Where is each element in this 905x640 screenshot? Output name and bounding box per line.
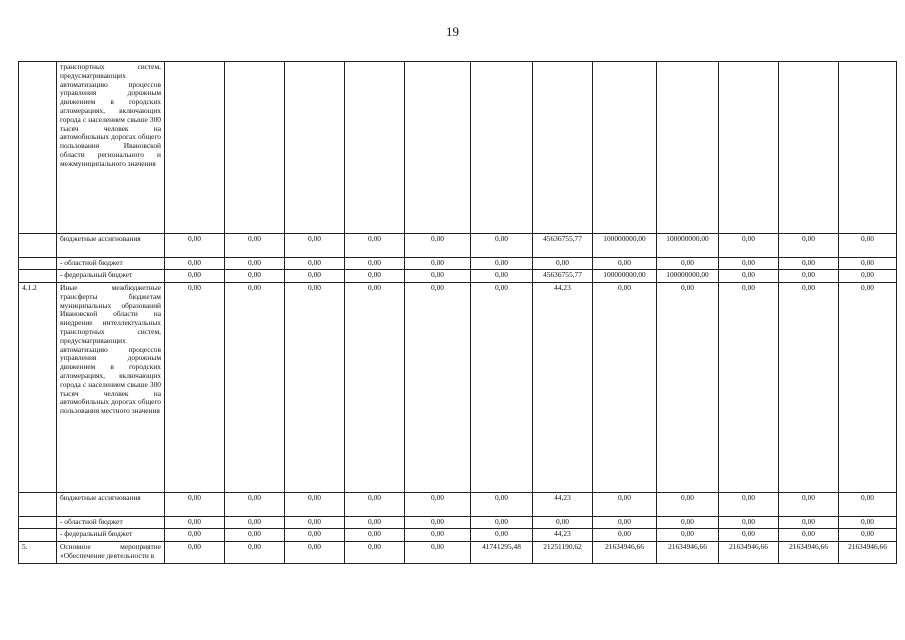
value-cell: 0,00 [285,529,345,542]
value-cell [165,62,225,234]
row-name-cell: транспортных систем, предусматривающих автоматизацию процессов управления дорожным движением в городских агломерациях, включающих города с населением свыше 300 тысяч человек на автомобильных дорогах общего пользования Ивановской области регионального и межмуниципального значения [57,62,165,234]
value-cell [405,62,471,234]
value-cell: 0,00 [225,270,285,283]
value-cell: 0,00 [285,234,345,258]
value-cell: 0,00 [285,493,345,517]
value-cell [779,62,839,234]
value-cell: 0,00 [657,283,719,493]
value-cell: 0,00 [593,493,657,517]
row-number-cell [19,493,57,517]
value-cell: 0,00 [779,529,839,542]
value-cell: 0,00 [405,542,471,564]
value-cell: 0,00 [165,270,225,283]
value-cell: 0,00 [165,542,225,564]
value-cell: 0,00 [839,270,897,283]
value-cell: 0,00 [779,258,839,270]
value-cell: 0,00 [225,283,285,493]
value-cell: 0,00 [225,493,285,517]
table-row [19,234,897,258]
value-cell: 0,00 [593,517,657,529]
budget-table [18,61,897,564]
value-cell: 0,00 [345,258,405,270]
value-cell: 100000000,00 [593,270,657,283]
value-cell [719,62,779,234]
value-cell: 0,00 [471,493,533,517]
value-cell [225,62,285,234]
value-cell: 0,00 [165,517,225,529]
value-cell: 0,00 [719,270,779,283]
value-cell [471,62,533,234]
value-cell: 45636755,77 [533,270,593,283]
row-number-cell [19,529,57,542]
value-cell: 0,00 [225,234,285,258]
value-cell: 0,00 [533,517,593,529]
table-row [19,62,897,234]
value-cell: 0,00 [471,270,533,283]
value-cell: 0,00 [405,258,471,270]
value-cell: 0,00 [719,234,779,258]
value-cell: 0,00 [839,493,897,517]
value-cell [657,62,719,234]
value-cell: 0,00 [839,517,897,529]
value-cell: 0,00 [405,517,471,529]
value-cell: 0,00 [345,542,405,564]
value-cell: 0,00 [285,517,345,529]
value-cell: 0,00 [165,234,225,258]
value-cell: 0,00 [405,283,471,493]
value-cell: 0,00 [165,258,225,270]
value-cell: 100000000,00 [657,270,719,283]
value-cell: 21634946,66 [657,542,719,564]
value-cell: 0,00 [405,529,471,542]
value-cell: 0,00 [657,529,719,542]
value-cell: 0,00 [719,517,779,529]
value-cell [593,62,657,234]
value-cell: 0,00 [471,283,533,493]
table-row [19,542,897,564]
value-cell: 0,00 [533,258,593,270]
row-number-cell [19,517,57,529]
row-number-cell [19,258,57,270]
row-name-cell: бюджетные ассигнования [57,493,165,517]
value-cell: 0,00 [719,258,779,270]
row-name-cell: бюджетные ассигнования [57,234,165,258]
row-number-cell [19,270,57,283]
value-cell [839,62,897,234]
value-cell: 0,00 [225,517,285,529]
value-cell: 0,00 [405,270,471,283]
table-row [19,258,897,270]
value-cell: 0,00 [285,258,345,270]
value-cell: 44,23 [533,283,593,493]
table-row [19,493,897,517]
table-row [19,529,897,542]
value-cell: 0,00 [657,517,719,529]
value-cell: 21634946,66 [593,542,657,564]
value-cell [533,62,593,234]
value-cell: 0,00 [405,493,471,517]
row-number-cell: 4.1.2 [19,283,57,493]
row-name-cell: Основное мероприятие «Обеспечение деятельности в [57,542,165,564]
value-cell: 0,00 [225,258,285,270]
value-cell: 44,23 [533,529,593,542]
value-cell: 0,00 [593,529,657,542]
value-cell: 0,00 [779,493,839,517]
value-cell: 0,00 [345,493,405,517]
value-cell: 0,00 [285,542,345,564]
value-cell: 0,00 [779,517,839,529]
value-cell: 0,00 [839,234,897,258]
value-cell: 0,00 [345,517,405,529]
value-cell: 0,00 [719,529,779,542]
value-cell: 21634946,66 [779,542,839,564]
value-cell: 100000000,00 [593,234,657,258]
row-name-cell: - федеральный бюджет [57,270,165,283]
value-cell: 0,00 [471,529,533,542]
value-cell: 0,00 [471,517,533,529]
value-cell: 21251190,62 [533,542,593,564]
value-cell: 0,00 [345,529,405,542]
value-cell: 0,00 [285,270,345,283]
value-cell: 21634946,66 [839,542,897,564]
value-cell: 45636755,77 [533,234,593,258]
value-cell: 0,00 [839,529,897,542]
page-number: 19 [446,24,459,39]
row-name-cell: - федеральный бюджет [57,529,165,542]
value-cell [345,62,405,234]
value-cell: 100000000,00 [657,234,719,258]
row-number-cell: 5. [19,542,57,564]
value-cell: 0,00 [165,493,225,517]
value-cell: 0,00 [345,270,405,283]
value-cell: 0,00 [657,258,719,270]
value-cell: 0,00 [839,258,897,270]
row-number-cell [19,234,57,258]
value-cell: 0,00 [719,283,779,493]
value-cell: 0,00 [165,529,225,542]
value-cell: 41741295,48 [471,542,533,564]
value-cell: 0,00 [593,258,657,270]
value-cell: 0,00 [779,270,839,283]
value-cell: 0,00 [839,283,897,493]
table-row [19,270,897,283]
value-cell [285,62,345,234]
table-row [19,283,897,493]
value-cell: 0,00 [471,234,533,258]
value-cell: 0,00 [593,283,657,493]
row-name-cell: - областной бюджет [57,517,165,529]
value-cell: 0,00 [471,258,533,270]
value-cell: 44,23 [533,493,593,517]
value-cell: 0,00 [225,529,285,542]
value-cell: 0,00 [345,234,405,258]
value-cell: 0,00 [779,234,839,258]
value-cell: 0,00 [657,493,719,517]
table-row [19,517,897,529]
row-name-cell: Иные межбюджетные трансферты бюджетам муниципальных образований Ивановской области на внедрение интеллектуальных транспортных систем, предусматривающих автоматизацию процессов управления дорожным движением в городских агломерациях, включающих города с населением свыше 300 тысяч человек на автомобильных дорогах общего пользования местного значения [57,283,165,493]
value-cell: 0,00 [719,493,779,517]
value-cell: 0,00 [285,283,345,493]
value-cell: 0,00 [405,234,471,258]
row-name-cell: - областной бюджет [57,258,165,270]
row-number-cell [19,62,57,234]
value-cell: 0,00 [345,283,405,493]
value-cell: 0,00 [225,542,285,564]
value-cell: 0,00 [779,283,839,493]
value-cell: 21634946,66 [719,542,779,564]
value-cell: 0,00 [165,283,225,493]
